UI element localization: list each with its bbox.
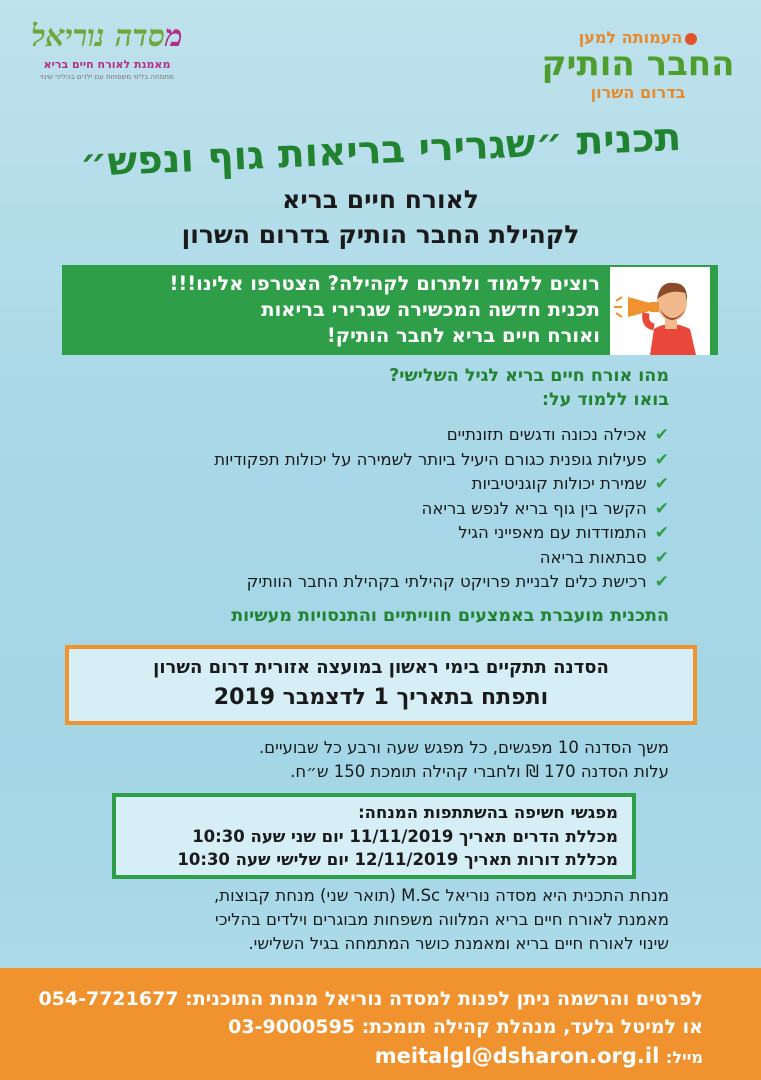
list-item: ✔התמודדות עם מאפייני הגיל xyxy=(458,523,669,543)
question-healthy-life: מהו אורח חיים בריא לגיל השלישי? xyxy=(389,366,669,386)
duration-text: משך הסדנה 10 מפגשים, כל מפגש שעה ורבע כל שבועיים. xyxy=(258,738,669,757)
amuta-line3: בדרום השרון xyxy=(590,82,686,102)
subtitle-line2: לקהילת החבר הותיק בדרום השרון xyxy=(181,220,580,249)
contact-line2: או למיטל גלעד, מנהלת קהילה תומכת: 03-9000595 xyxy=(228,1016,703,1038)
logo-tagline: מאמנת לאורח חיים בריא xyxy=(43,58,171,71)
list-item: ✔אכילה נכונה ודגשים תזונתיים xyxy=(446,425,669,445)
amuta-logo xyxy=(533,28,743,102)
amuta-line1: העמותה למען xyxy=(578,28,683,47)
email-label: מייל: xyxy=(665,1048,703,1067)
cost-text: עלות הסדנה 170 ₪ ולחברי קהילה תומכת 150 ש״ח. xyxy=(290,762,669,781)
email-address[interactable]: meitalgl@dsharon.org.il xyxy=(374,1044,660,1068)
check-icon: ✔ xyxy=(654,498,669,519)
check-icon: ✔ xyxy=(654,523,669,543)
logo-name: סדה נוריאל xyxy=(31,19,165,54)
list-item: ✔הקשר בין גוף בריא לנפש בריאה xyxy=(421,498,669,519)
list-item: ✔שמירת יכולות קוגניטיביות xyxy=(471,474,669,494)
preview-meeting-1: מכללת הדרים תאריך 11/11/2019 יום שני שעה 10:30 xyxy=(192,827,618,846)
facilitator-line1: מנחת התכנית היא מסדה נוריאל M.Sc (תואר שני) מנחת קבוצות, xyxy=(214,886,669,905)
list-item: ✔פעילות גופנית כגורם היעיל ביותר לשמירה על יכולות תפקודיות xyxy=(214,449,669,470)
list-item: ✔רכישת כלים לבניית פרויקט קהילתי בקהילת החבר הוותיק xyxy=(246,572,669,592)
workshop-start-date: ותפתח בתאריך 1 לדצמבר 2019 xyxy=(213,685,549,710)
banner-line1: רוצים ללמוד ולתרום לקהילה? הצטרפו אלינו!!! xyxy=(169,272,600,295)
check-icon: ✔ xyxy=(654,547,669,568)
preview-title: מפגשי חשיפה בהשתתפות המנחה: xyxy=(358,803,618,822)
workshop-box xyxy=(65,645,697,725)
contact-email-row xyxy=(375,1044,703,1068)
contact-footer xyxy=(0,968,761,1080)
check-icon: ✔ xyxy=(654,474,669,494)
method-statement: התכנית מועברת באמצעים חווייתיים והתנסויות מעשיות xyxy=(231,606,669,626)
workshop-location: הסדנה תתקיים בימי ראשון במועצה אזורית דרום השרון xyxy=(153,657,609,678)
amuta-line2: החבר הותיק xyxy=(541,44,735,84)
logo-subtagline: מתמחה בליווי משפחות עם ילדים בהליכי שינוי xyxy=(40,73,174,81)
program-title: תכנית ״שגרירי בריאות גוף ונפש״ xyxy=(78,114,683,187)
preview-meetings-box xyxy=(112,793,636,879)
megaphone-man-icon xyxy=(610,267,710,355)
list-item: ✔סבתאות בריאה xyxy=(539,547,669,568)
banner-line3: ואורח חיים בריא לחבר הותיק! xyxy=(326,324,600,347)
flower-icon xyxy=(685,33,697,45)
subtitle-line1: לאורח חיים בריא xyxy=(282,185,479,214)
check-icon: ✔ xyxy=(654,572,669,592)
logo-initial: מ xyxy=(164,19,183,54)
banner-line2: תכנית חדשה המכשירה שגרירי בריאות xyxy=(261,298,600,321)
check-icon: ✔ xyxy=(654,449,669,470)
topics-list xyxy=(214,423,669,595)
question-come-learn: בואו ללמוד על: xyxy=(542,390,669,410)
masada-noriel-logo xyxy=(22,19,192,112)
preview-meeting-2: מכללת דורות תאריך 12/11/2019 יום שלישי שעה 10:30 xyxy=(177,850,618,869)
join-banner xyxy=(62,265,718,355)
contact-line1: לפרטים והרשמה ניתן לפנות למסדה נוריאל מנחת התוכנית: 054-7721677 xyxy=(38,988,703,1010)
facilitator-line2: מאמנת לאורח חיים בריא המלווה משפחות מבוגרים וילדים בהליכי xyxy=(215,910,669,929)
facilitator-line3: שינוי לאורח חיים בריא ומאמנת כושר המתמחה בגיל השלישי. xyxy=(248,934,669,953)
check-icon: ✔ xyxy=(654,425,669,445)
